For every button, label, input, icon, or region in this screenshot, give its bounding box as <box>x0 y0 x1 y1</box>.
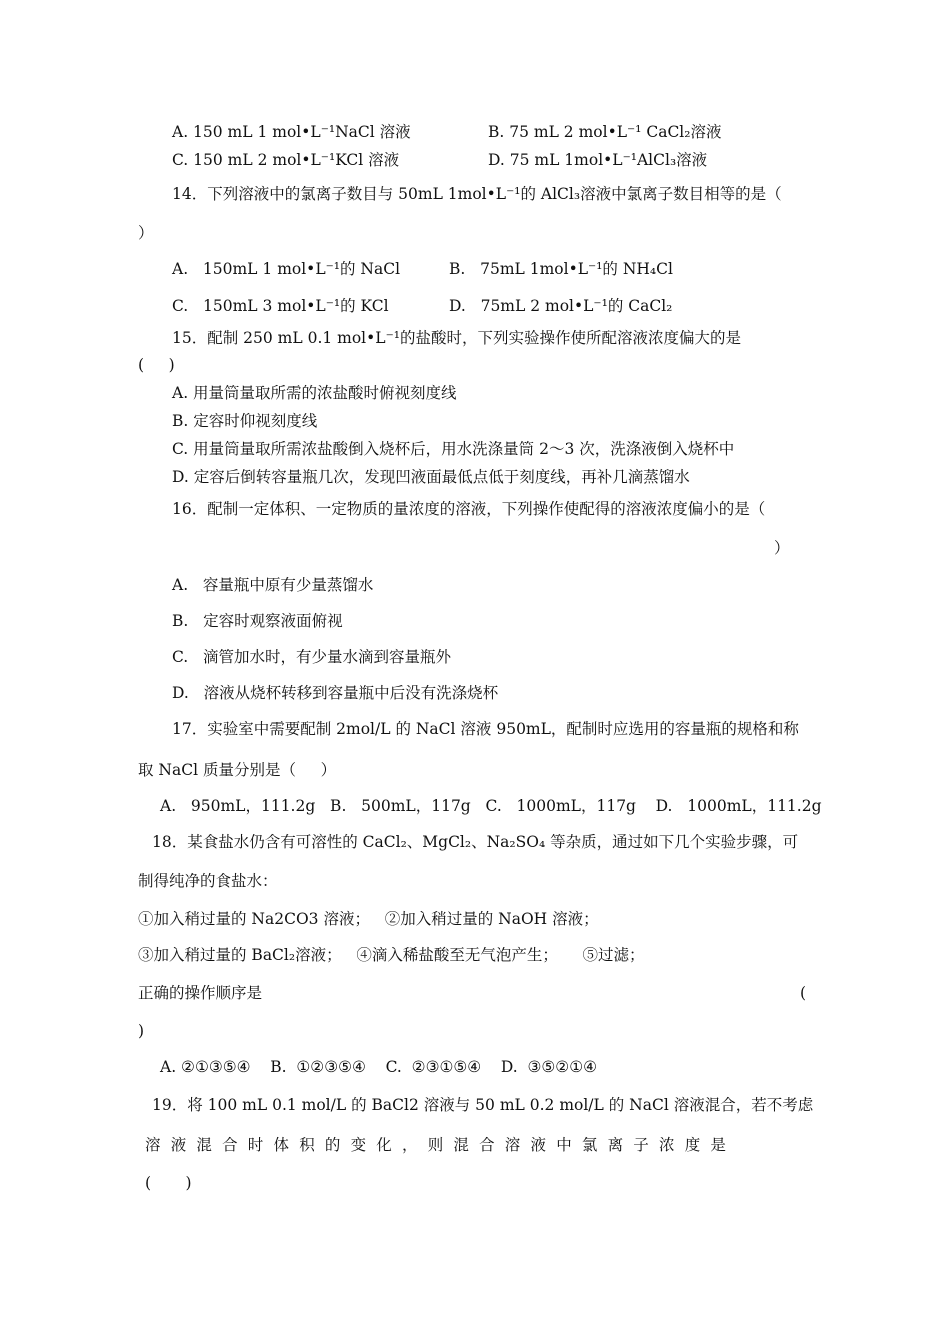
q16-option-a: A. 容量瓶中原有少量蒸馏水 <box>172 576 374 594</box>
q19-stem: 19．将 100 mL 0.1 mol/L 的 BaCl2 溶液与 50 mL 0.2 mol/L 的 NaCl 溶液混合，若不考虑 <box>152 1096 814 1114</box>
q14-option-d: D. 75mL 2 mol•L⁻¹的 CaCl₂ <box>449 297 673 315</box>
q13-option-c: C. 150 mL 2 mol•L⁻¹KCl 溶液 <box>172 151 400 169</box>
q18-options: A. ②①③⑤④ B. ①②③⑤④ C. ②③①⑤④ D. ③⑤②①④ <box>160 1058 597 1076</box>
q13-option-d: D. 75 mL 1mol•L⁻¹AlCl₃溶液 <box>488 151 708 169</box>
q16-option-b: B. 定容时观察液面俯视 <box>172 612 343 630</box>
q13-option-a: A. 150 mL 1 mol•L⁻¹NaCl 溶液 <box>172 123 411 141</box>
q19-stem-cont: 溶液混合时体积的变化，则混合溶液中氯离子浓度是 <box>145 1136 737 1154</box>
q14-option-a: A. 150mL 1 mol•L⁻¹的 NaCl <box>172 260 401 278</box>
q16-option-c: C. 滴管加水时，有少量水滴到容量瓶外 <box>172 648 452 666</box>
q15-stem: 15．配制 250 mL 0.1 mol•L⁻¹的盐酸时，下列实验操作使所配溶液浓度偏大的是 <box>172 329 741 347</box>
q15-option-d: D. 定容后倒转容量瓶几次，发现凹液面最低点低于刻度线，再补几滴蒸馏水 <box>172 468 690 486</box>
q13-option-b: B. 75 mL 2 mol•L⁻¹ CaCl₂溶液 <box>488 123 722 141</box>
q16-stem-end: ） <box>774 539 790 557</box>
q18-stem-cont: 制得纯净的食盐水： <box>138 872 278 890</box>
q17-stem: 17．实验室中需要配制 2mol/L 的 NaCl 溶液 950mL，配制时应选用的容量瓶的规格和称 <box>172 720 799 738</box>
q16-stem: 16．配制一定体积、一定物质的量浓度的溶液，下列操作使配得的溶液浓度偏小的是（ <box>172 500 766 518</box>
q14-option-b: B. 75mL 1mol•L⁻¹的 NH₄Cl <box>449 260 673 278</box>
q17-stem-cont: 取 NaCl 质量分别是（ ） <box>138 761 337 779</box>
q18-paren-open: ( <box>800 984 807 1002</box>
q17-options: A. 950mL，111.2g B. 500mL，117g C. 1000mL，117g D. 1000mL，111.2g <box>160 797 822 815</box>
q15-option-c: C. 用量筒量取所需浓盐酸倒入烧杯后，用水洗涤量筒 2～3 次，洗涤液倒入烧杯中 <box>172 440 735 458</box>
q14-stem: 14．下列溶液中的氯离子数目与 50mL 1mol•L⁻¹的 AlCl₃溶液中氯离子数目相等的是（ <box>172 185 782 203</box>
q18-order-label: 正确的操作顺序是 <box>138 984 263 1002</box>
q14-option-c: C. 150mL 3 mol•L⁻¹的 KCl <box>172 297 389 315</box>
q15-option-b: B. 定容时仰视刻度线 <box>172 412 318 430</box>
q14-stem-end: ） <box>138 224 154 242</box>
q19-stem-end: ( ) <box>145 1174 192 1192</box>
q18-steps-2: ③加入稍过量的 BaCl₂溶液； ④滴入稀盐酸至无气泡产生； ⑤过滤； <box>138 946 645 964</box>
q15-stem-end: ( ) <box>138 356 175 374</box>
q18-paren-close: ) <box>138 1022 145 1040</box>
q18-stem: 18．某食盐水仍含有可溶性的 CaCl₂、MgCl₂、Na₂SO₄ 等杂质，通过如下几个实验步骤，可 <box>152 833 799 851</box>
q18-steps-1: ①加入稍过量的 Na2CO3 溶液； ②加入稍过量的 NaOH 溶液； <box>138 910 599 928</box>
q15-option-a: A. 用量筒量取所需的浓盐酸时俯视刻度线 <box>172 384 457 402</box>
q16-option-d: D. 溶液从烧杯转移到容量瓶中后没有洗涤烧杯 <box>172 684 499 702</box>
